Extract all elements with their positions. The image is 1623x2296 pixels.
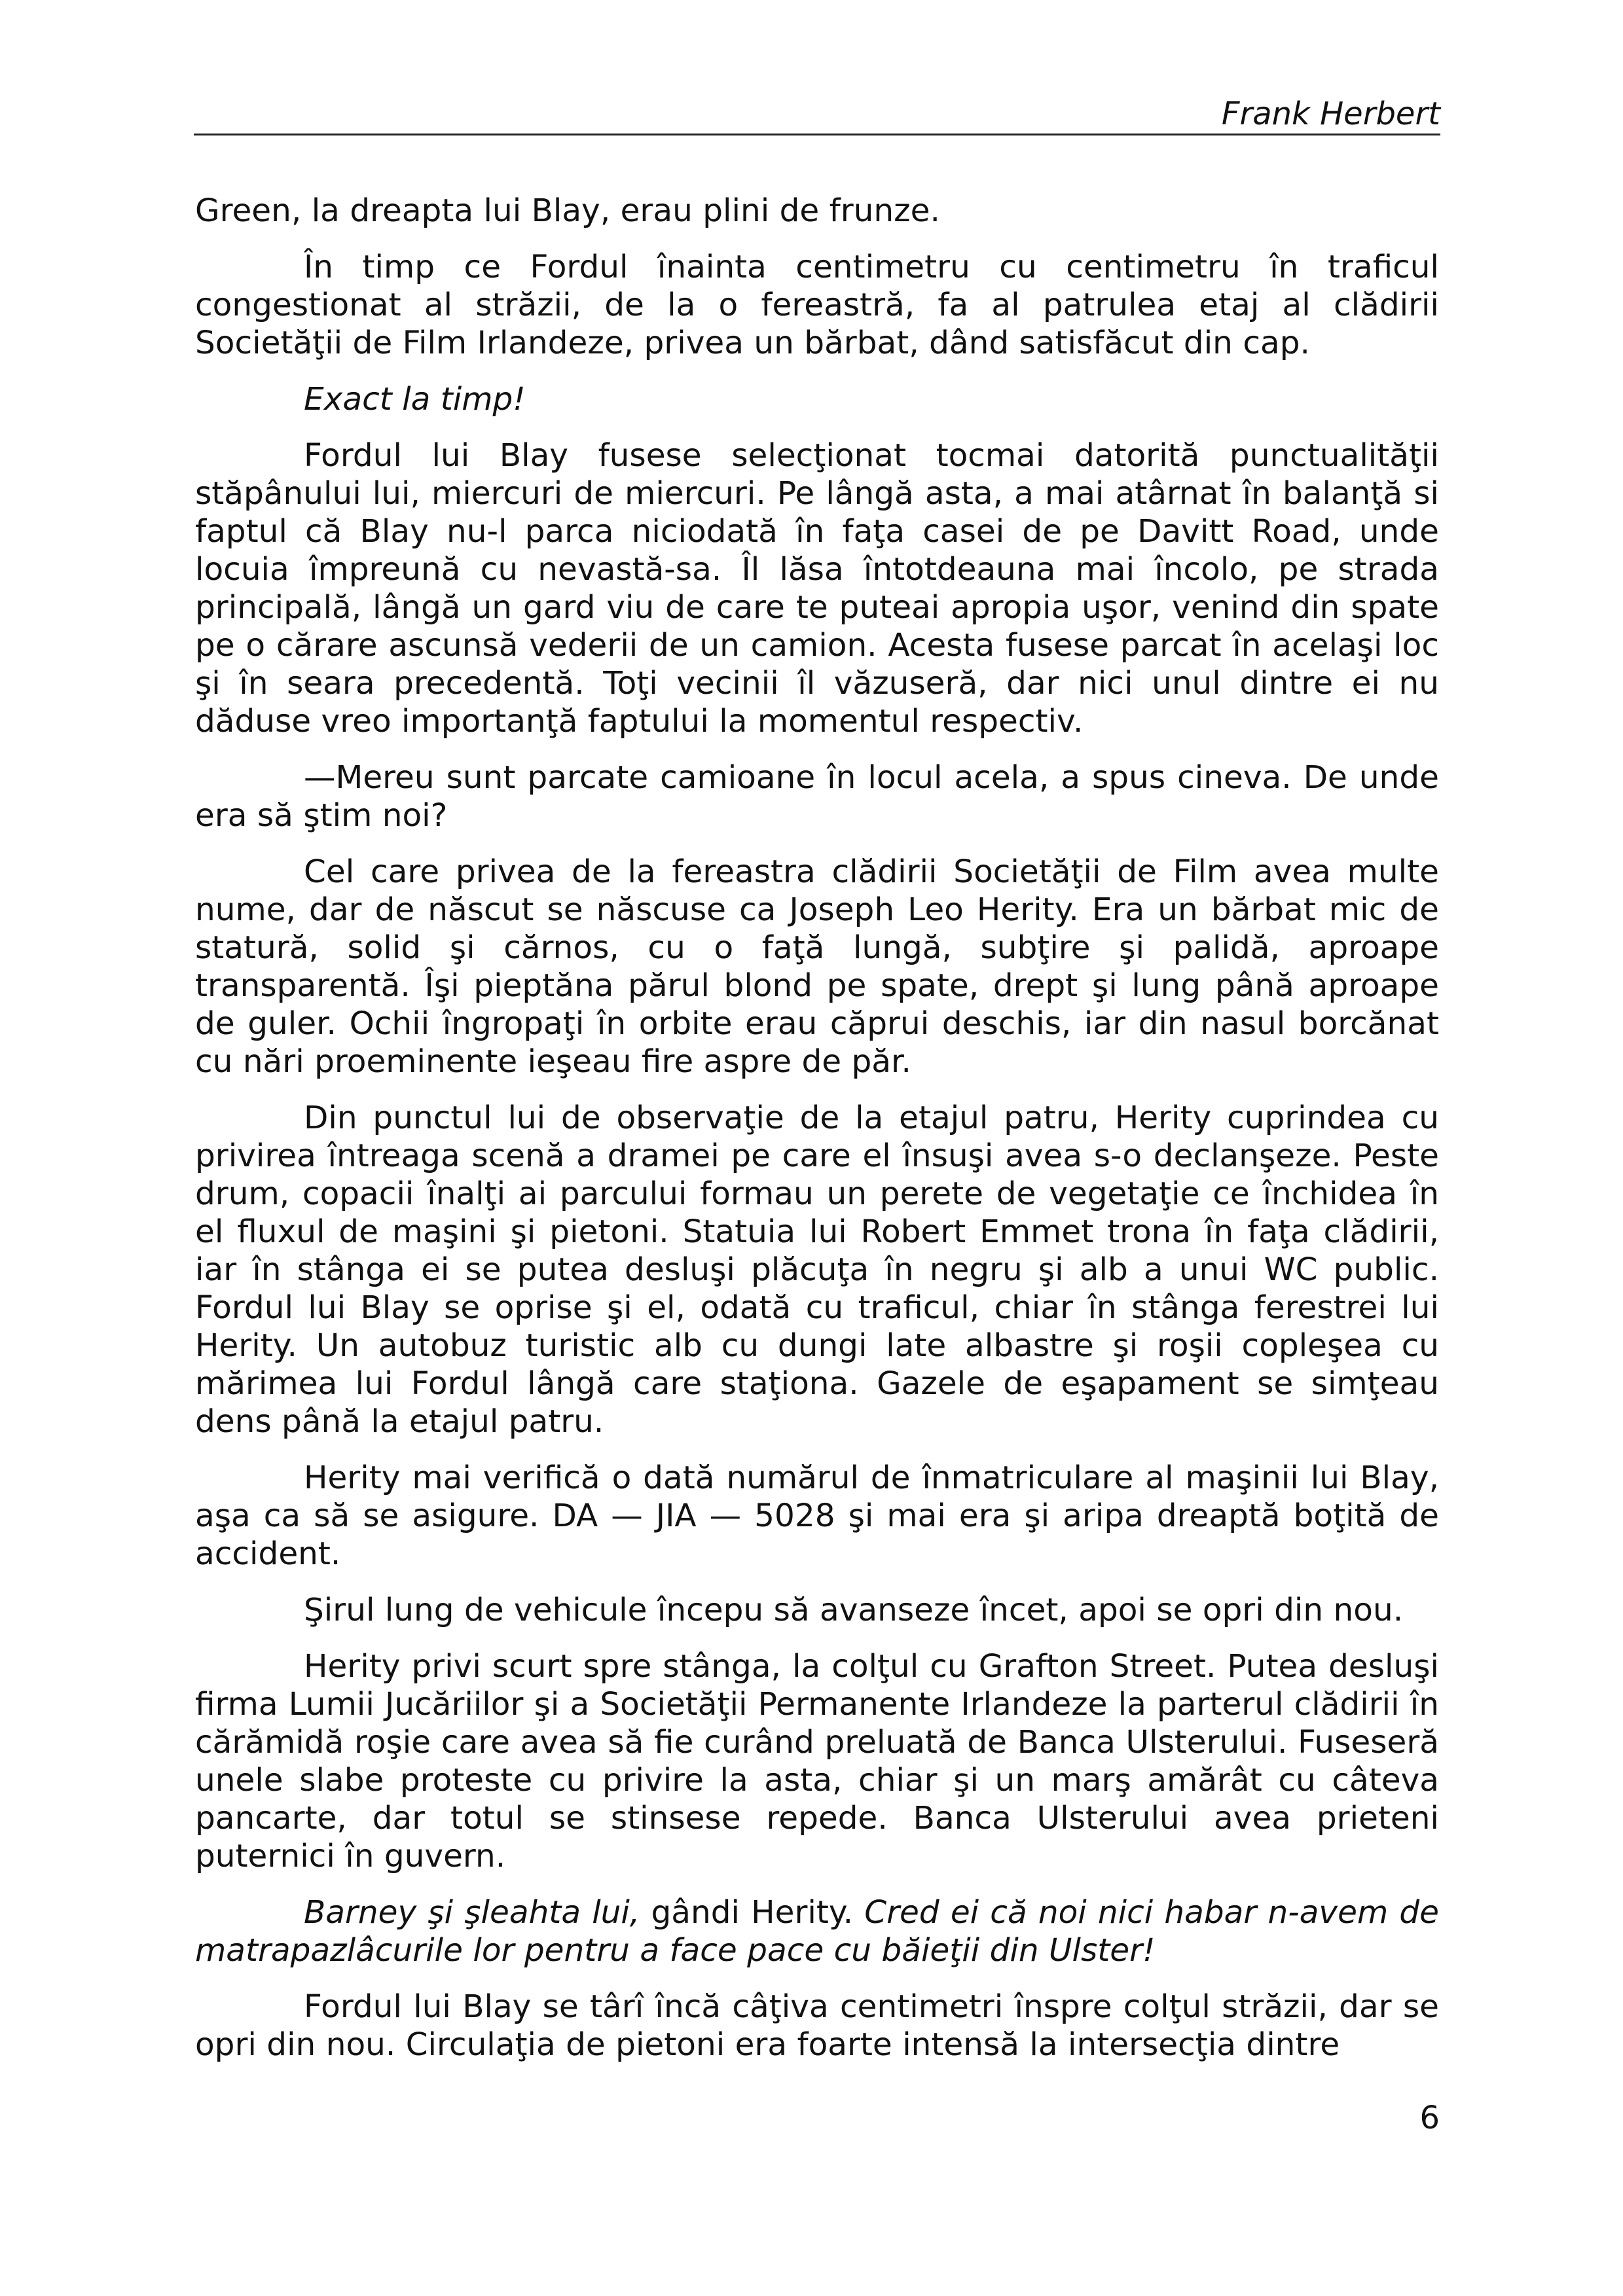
paragraph: Fordul lui Blay se târî încă câţiva centimetri înspre colţul străzii, dar se opri din nou. Circulaţia de pietoni era foarte intensă la intersecţia dintre — [195, 1988, 1439, 2063]
paragraph: Herity privi scurt spre stânga, la colţul cu Grafton Street. Putea desluşi firma Lumii Jucăriilor şi a Societăţii Permanente Irlandeze la parterul clădirii în cărămidă roşie care avea să fie curând preluată de Banca Ulsterului. Fuseseră unele slabe proteste cu privire la asta, chiar şi un marş amărât cu câteva pancarte, dar totul se stinsese repede. Banca Ulsterului avea prieteni puternici în guvern. — [195, 1648, 1439, 1874]
paragraph — [195, 1893, 1439, 1969]
paragraph: Green, la dreapta lui Blay, erau plini de frunze. — [195, 192, 940, 229]
body-text — [195, 192, 1439, 2082]
paragraph: Herity mai verifică o dată numărul de înmatriculare al maşinii lui Blay, aşa ca să se asigure. DA — JIA — 5028 şi mai era şi aripa dreaptă boţită de accident. — [195, 1460, 1439, 1572]
italic-text: Cred ei că noi nici habar n-avem de matrapazlâcurile lor pentru a face pace cu băieţii din Ulster! — [195, 1894, 1439, 1969]
running-header — [194, 92, 1440, 135]
paragraph: Cel care privea de la fereastra clădirii Societăţii de Film avea multe nume, dar de născut se născuse ca Joseph Leo Herity. Era un bărbat mic de statură, solid şi cărnos, cu o faţă lungă, subţire şi palidă, aproape transparentă. Îşi pieptăna părul blond pe spate, drept şi lung până aproape de guler. Ochii îngropaţi în orbite erau căprui deschis, iar din nasul borcănat cu nări proeminente ieşeau fire aspre de păr. — [195, 853, 1439, 1080]
paragraph: Şirul lung de vehicule începu să avanseze încet, apoi se opri din nou. — [304, 1592, 1404, 1628]
paragraph: —Mereu sunt parcate camioane în locul acela, a spus cineva. De unde era să ştim noi? — [195, 759, 1439, 834]
paragraph: Fordul lui Blay fusese selecţionat tocmai datorită punctualităţii stăpânului lui, miercuri de miercuri. Pe lângă asta, a mai atârnat în balanţă si faptul că Blay nu-l parca niciodată în faţa casei de pe Davitt Road, unde locuia împreună cu nevastă-sa. Îl lăsa întotdeauna mai încolo, pe strada principală, lângă un gard viu de care te puteai apropia uşor, venind din spate pe o cărare ascunsă vederii de un camion. Acesta fusese parcat în acelaşi loc şi în seara precedentă. Toţi vecinii îl văzuseră, dar nici unul dintre ei nu dăduse vreo importanţă faptului la momentul respectiv. — [195, 437, 1439, 740]
running-header-title: Frank Herbert — [1221, 96, 1440, 132]
paragraph: În timp ce Fordul înainta centimetru cu centimetru în traficul congestionat al străzii, de la o fereastră, fa al patrulea etaj al clădirii Societăţii de Film Irlandeze, privea un bărbat, dând satisfăcut din cap. — [195, 249, 1439, 361]
italic-text: Barney şi şleahta lui, — [304, 1894, 640, 1931]
plain-text: gândi Herity. — [640, 1894, 865, 1931]
paragraph: Exact la timp! — [304, 381, 526, 418]
paragraph: Din punctul lui de observaţie de la etajul patru, Herity cuprindea cu privirea întreaga scenă a dramei pe care el însuşi avea s-o declanşeze. Peste drum, copacii înalţi ai parcului formau un perete de vegetaţie ce închidea în el fluxul de maşini şi pietoni. Statuia lui Robert Emmet trona în faţa clădirii, iar în stânga ei se putea desluşi plăcuţa în negru şi alb a unui WC public. Fordul lui Blay se oprise şi el, odată cu traficul, chiar în stânga ferestrei lui Herity. Un autobuz turistic alb cu dungi late albastre şi roşii copleşea cu mărimea lui Fordul lângă care staţiona. Gazele de eşapament se simţeau dens până la etajul patru. — [195, 1100, 1439, 1440]
page-number: 6 — [1419, 2100, 1440, 2136]
